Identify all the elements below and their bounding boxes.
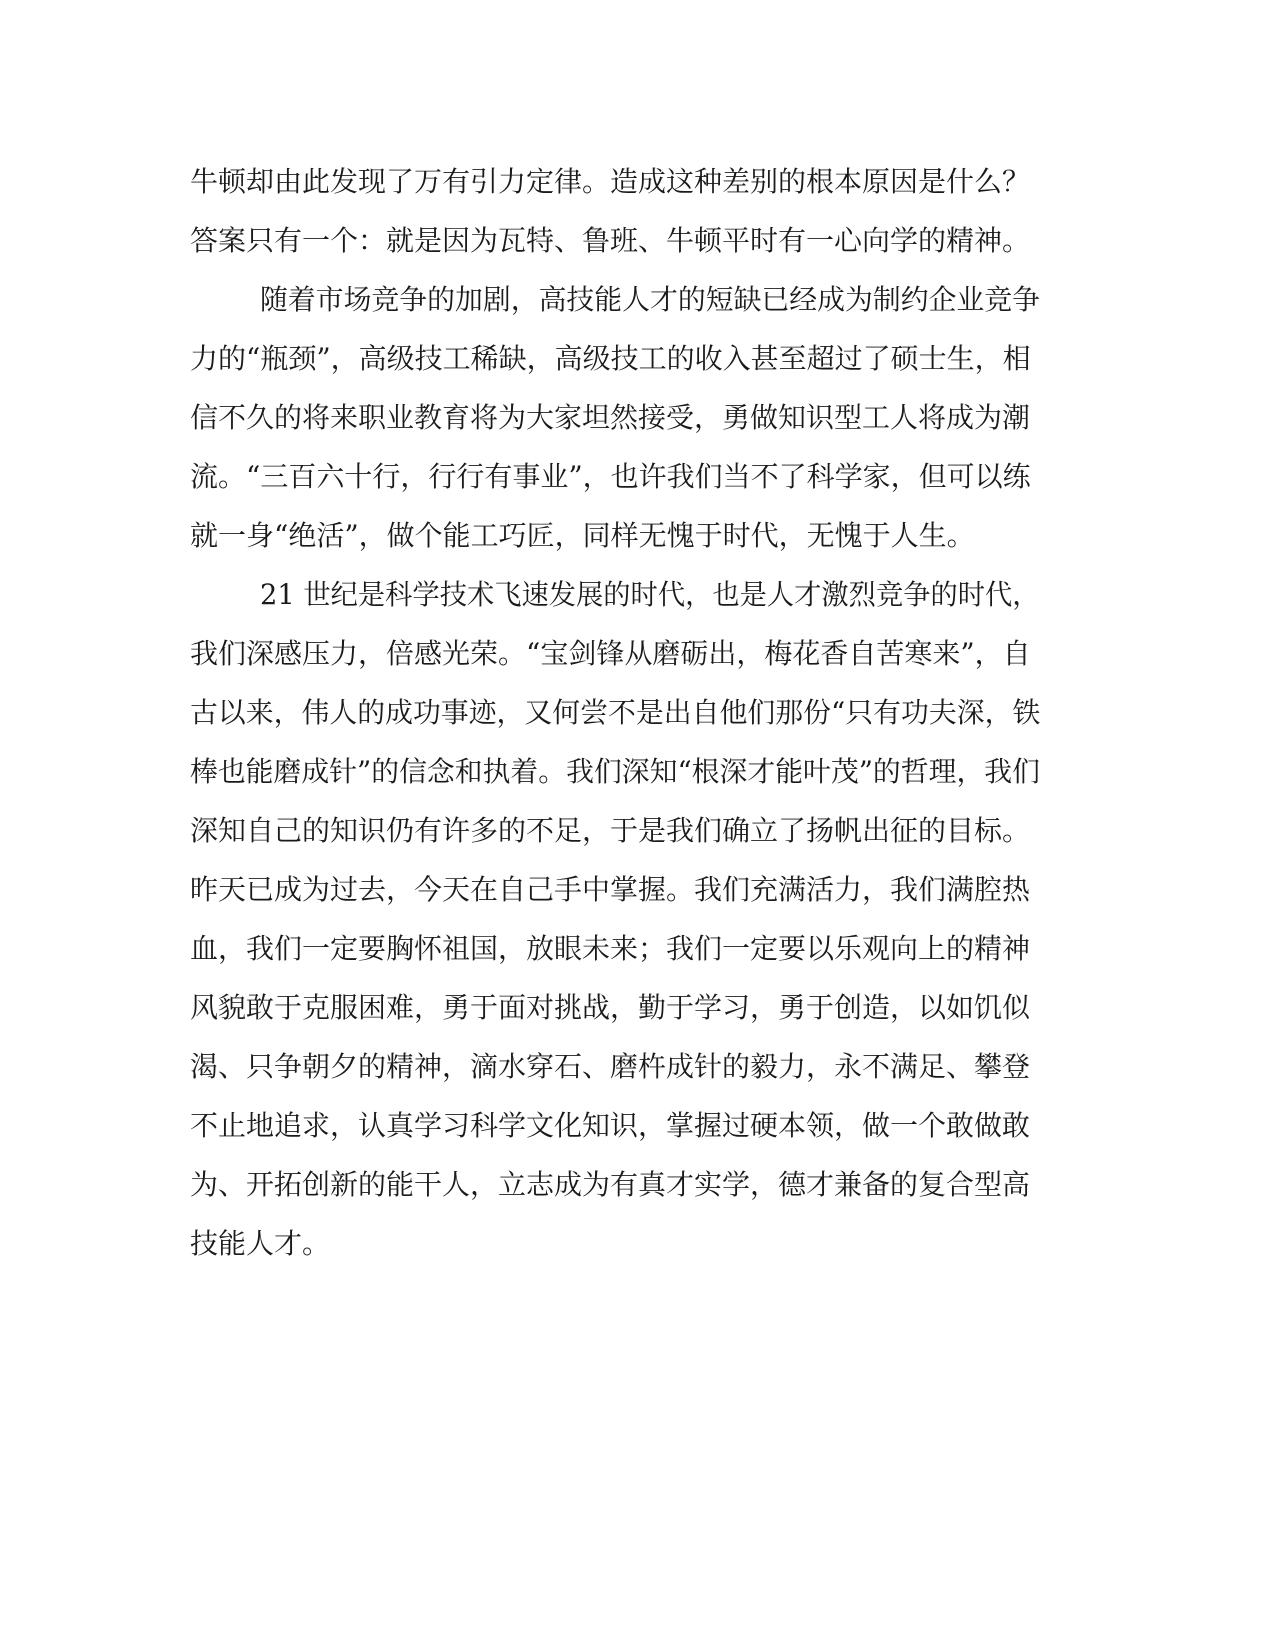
paragraph-line: 技能人才。 [190, 1227, 331, 1260]
paragraph-line: 就一身“绝活”，做个能工巧匠，同样无愧于时代，无愧于人生。 [190, 519, 975, 552]
paragraph-line: 为、开拓创新的能干人，立志成为有真才实学，德才兼备的复合型高 [190, 1168, 1031, 1201]
paragraph-line: 21 世纪是科学技术飞速发展的时代，也是人才激烈竞争的时代， [260, 578, 1040, 611]
paragraph-line: 答案只有一个：就是因为瓦特、鲁班、牛顿平时有一心向学的精神。 [190, 224, 1031, 257]
paragraph-line: 牛顿却由此发现了万有引力定律。造成这种差别的根本原因是什么？ [190, 165, 1031, 198]
paragraph-line: 随着市场竞争的加剧，高技能人才的短缺已经成为制约企业竞争 [260, 283, 1041, 316]
paragraph-line: 力的“瓶颈”，高级技工稀缺，高级技工的收入甚至超过了硕士生，相 [190, 342, 1031, 375]
paragraph-line: 血，我们一定要胸怀祖国，放眼未来；我们一定要以乐观向上的精神 [190, 932, 1031, 965]
paragraph-line: 昨天已成为过去，今天在自己手中掌握。我们充满活力，我们满腔热 [190, 873, 1031, 906]
paragraph-line: 信不久的将来职业教育将为大家坦然接受，勇做知识型工人将成为潮 [190, 401, 1031, 434]
paragraph-line: 渴、只争朝夕的精神，滴水穿石、磨杵成针的毅力，永不满足、攀登 [190, 1050, 1031, 1083]
paragraph-line: 流。“三百六十行，行行有事业”，也许我们当不了科学家，但可以练 [190, 460, 1031, 493]
paragraph-line: 棒也能磨成针”的信念和执着。我们深知“根深才能叶茂”的哲理，我们 [190, 755, 1040, 788]
paragraph-line: 风貌敢于克服困难，勇于面对挑战，勤于学习，勇于创造，以如饥似 [190, 991, 1031, 1024]
paragraph-line: 古以来，伟人的成功事迹，又何尝不是出自他们那份“只有功夫深，铁 [190, 696, 1041, 729]
paragraph-line: 不止地追求，认真学习科学文化知识，掌握过硬本领，做一个敢做敢 [190, 1109, 1031, 1142]
paragraph-line: 我们深感压力，倍感光荣。“宝剑锋从磨砺出，梅花香自苦寒来”，自 [190, 637, 1031, 670]
paragraph-line: 深知自己的知识仍有许多的不足，于是我们确立了扬帆出征的目标。 [190, 814, 1031, 847]
